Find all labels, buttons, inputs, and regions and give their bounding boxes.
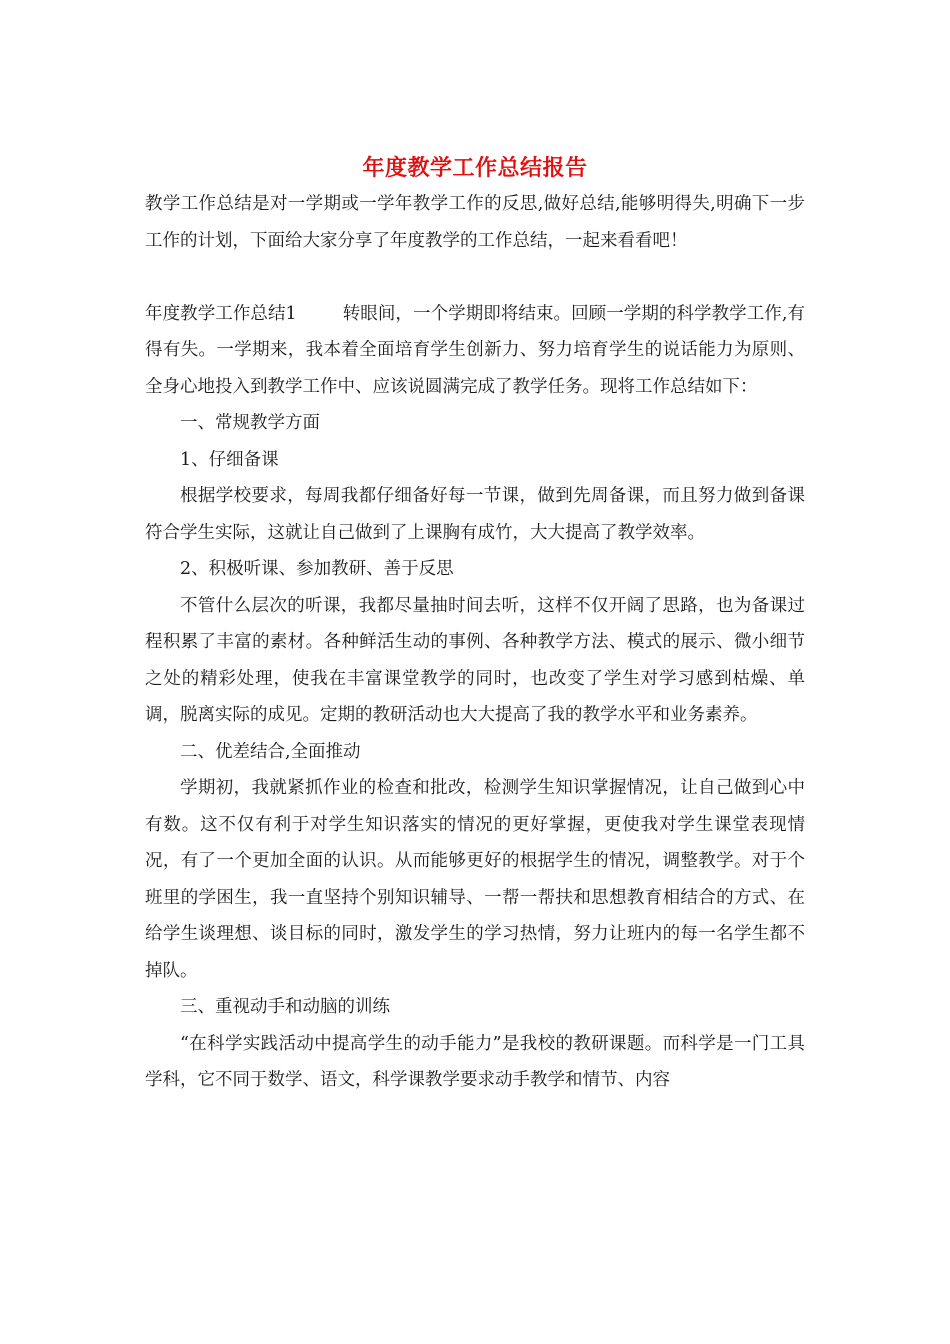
heading-3: 三、重视动手和动脑的训练 [180, 997, 390, 1017]
section-1-intro-text: 转眼间，一个学期即将结束。回顾一学期的科学教学工作,有得有失。一学期来，我本着全面培育学生创新力、努力培育学生的说话能力为原则、全身心地投入到教学工作中、应该说圆满完成了教学任务。现将工作总结如下： [145, 303, 806, 397]
paragraph-2: 学期初，我就紧抓作业的检查和批改，检测学生知识掌握情况，让自己做到心中有数。这不仅有利于对学生知识落实的情况的更好掌握，更使我对学生课堂表现情况，有了一个更加全面的认识。从而能够更好的根据学生的情况，调整教学。对于个班里的学困生，我一直坚持个别知识辅导、一帮一帮扶和思想教育相结合的方式、在给学生谈理想、谈目标的同时，激发学生的学习热情，努力让班内的每一名学生都不掉队。 [145, 778, 805, 981]
subheading-1-2: 2、积极听课、参加教研、善于反思 [180, 559, 454, 579]
section-1-label: 年度教学工作总结1 [145, 303, 297, 324]
paragraph-3: “在科学实践活动中提高学生的动手能力”是我校的教研课题。而科学是一门工具学科，它不同于数学、语文，科学课教学要求动手教学和情节、内容 [145, 1033, 805, 1090]
intro-paragraph: 教学工作总结是对一学期或一学年教学工作的反思,做好总结,能够明得失,明确下一步工作的计划，下面给大家分享了年度教学的工作总结，一起来看看吧！ [145, 194, 805, 251]
section-1-intro [145, 296, 805, 406]
heading-1: 一、常规教学方面 [180, 413, 320, 433]
subheading-1-1: 1、仔细备课 [180, 449, 279, 470]
blank-line [145, 259, 805, 296]
document-body [145, 150, 805, 1099]
document-title: 年度教学工作总结报告 [362, 155, 588, 181]
paragraph-1-1: 根据学校要求，每周我都仔细备好每一节课，做到先周备课，而且努力做到备课符合学生实际，这就让自己做到了上课胸有成竹，大大提高了教学效率。 [145, 486, 805, 543]
heading-2: 二、优差结合,全面推动 [180, 741, 361, 762]
paragraph-1-2: 不管什么层次的听课，我都尽量抽时间去听，这样不仅开阔了思路，也为备课过程积累了丰富的素材。各种鲜活生动的事例、各种教学方法、模式的展示、微小细节之处的精彩处理，使我在丰富课堂教学的同时，也改变了学生对学习感到枯燥、单调，脱离实际的成见。定期的教研活动也大大提高了我的教学水平和业务素养。 [145, 595, 805, 725]
